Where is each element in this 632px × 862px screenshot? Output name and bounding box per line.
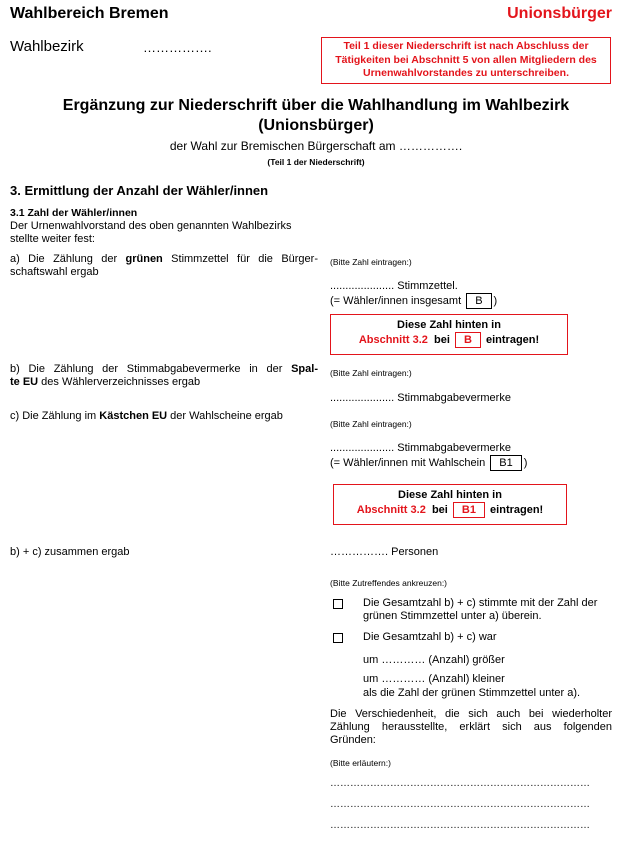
item-a-hint: (Bitte Zahl eintragen:) xyxy=(330,257,412,267)
item-b-bold1: Spal- xyxy=(291,363,318,375)
explain-line-3[interactable]: …………………………………………………………………… xyxy=(330,820,590,831)
page-title xyxy=(0,96,632,136)
intro-text xyxy=(10,220,291,246)
item-c-eq-pre: (= Wähler/innen mit Wahlschein xyxy=(330,457,489,469)
item-c-bold: Kästchen EU xyxy=(99,410,168,422)
transfer-a-end: eintragen! xyxy=(486,334,540,346)
explain-hint: (Bitte erläutern:) xyxy=(330,758,391,768)
transfer-c-line2 xyxy=(334,502,566,518)
item-a-bold: grünen xyxy=(125,253,163,265)
item-a-line2: schaftswahl ergab xyxy=(10,266,99,278)
item-a-equation xyxy=(330,293,497,309)
district-label: Wahlbezirk xyxy=(10,38,84,55)
item-c-pre: c) Die Zählung im xyxy=(10,410,100,422)
code-box-b: B xyxy=(466,293,491,309)
than-text: als die Zahl der grünen Stimmzettel unter a). xyxy=(363,687,581,699)
item-a-result: ..................... Stimmzettel. xyxy=(330,280,458,292)
smaller-text: um ………… (Anzahl) kleiner xyxy=(363,673,505,685)
transfer-box-c xyxy=(333,484,567,525)
item-b-text xyxy=(10,363,318,389)
item-a-eq-post: ) xyxy=(493,295,498,307)
title-line2: (Unionsbürger) xyxy=(258,117,374,134)
district-dots: ……………. xyxy=(143,40,212,55)
transfer-a-line1: Diese Zahl hinten in xyxy=(397,319,501,331)
notice-box xyxy=(321,37,611,84)
section-heading: 3. Ermittlung der Anzahl der Wähler/innen xyxy=(10,183,269,198)
intro-line2: stellte weiter fest: xyxy=(10,233,95,245)
item-a-pre: a) Die Zählung der xyxy=(10,253,126,265)
item-b-bold2: te EU xyxy=(10,376,39,388)
transfer-c-end: eintragen! xyxy=(490,504,544,516)
item-bc-result: ……………. Personen xyxy=(330,546,439,558)
transfer-c-section: Abschnitt 3.2 xyxy=(356,504,426,516)
sub-heading: 3.1 Zahl der Wähler/innen xyxy=(10,207,138,219)
item-c-hint: (Bitte Zahl eintragen:) xyxy=(330,419,412,429)
checkbox-match[interactable] xyxy=(333,599,343,609)
item-b-hint: (Bitte Zahl eintragen:) xyxy=(330,368,412,378)
option-differ-text: Die Gesamtzahl b) + c) war xyxy=(363,631,497,643)
category-title: Unionsbürger xyxy=(507,5,612,22)
part-label: (Teil 1 der Niederschrift) xyxy=(267,157,365,167)
transfer-c-bei: bei xyxy=(431,504,448,516)
transfer-a-line2 xyxy=(331,332,567,348)
transfer-box-a xyxy=(330,314,568,355)
explain-line-1[interactable]: …………………………………………………………………… xyxy=(330,778,590,789)
item-c-eq-post: ) xyxy=(523,457,528,469)
item-b-pre: b) Die Zählung der Stimmabgabevermerke in der xyxy=(10,363,292,375)
item-a-eq-pre: (= Wähler/innen insgesamt xyxy=(330,295,465,307)
title-line1: Ergänzung zur Niederschrift über die Wahlhandlung im Wahlbezirk xyxy=(62,97,570,114)
item-a-text xyxy=(10,253,318,279)
item-bc-hint: (Bitte Zutreffendes ankreuzen:) xyxy=(330,578,448,588)
item-bc-text: b) + c) zusammen ergab xyxy=(10,546,130,558)
explain-line-2[interactable]: …………………………………………………………………… xyxy=(330,799,590,810)
item-b-post: des Wählerverzeichnisses ergab xyxy=(38,376,201,388)
option-match-text xyxy=(363,597,597,623)
transfer-a-section: Abschnitt 3.2 xyxy=(358,334,428,346)
code-box-b1: B1 xyxy=(490,455,521,471)
item-c-text xyxy=(10,410,283,422)
transfer-c-line1: Diese Zahl hinten in xyxy=(398,489,502,501)
item-a-post: Stimmzettel für die Bürger- xyxy=(162,253,318,265)
greater-text: um ………… (Anzahl) größer xyxy=(363,654,505,666)
transfer-c-code: B1 xyxy=(453,502,485,518)
option-match-line1: Die Gesamtzahl b) + c) stimmte mit der Zahl der xyxy=(363,597,598,609)
difference-line1: Die Verschiedenheit, die sich auch bei wiederholter xyxy=(330,708,612,720)
difference-line2: Zählung herausstellte, erklärt sich aus folgenden xyxy=(330,721,612,733)
transfer-a-bei: bei xyxy=(434,334,450,346)
item-c-equation xyxy=(330,455,527,471)
option-match-line2: grünen Stimmzettel unter a) überein. xyxy=(363,610,542,622)
region-title: Wahlbereich Bremen xyxy=(10,5,169,22)
transfer-a-code: B xyxy=(455,332,481,348)
notice-text: Teil 1 dieser Niederschrift ist nach Abschluss der Tätigkeiten bei Abschnitt 5 von allen Mitgliedern des Urnenwahlvorstandes zu unterschreiben. xyxy=(335,40,597,79)
subtitle: der Wahl zur Bremischen Bürgerschaft am ……………. xyxy=(169,139,463,153)
intro-line1: Der Urnenwahlvorstand des oben genannten Wahlbezirks xyxy=(10,220,292,232)
item-b-result: ..................... Stimmabgabevermerke xyxy=(330,392,511,404)
checkbox-differ[interactable] xyxy=(333,633,343,643)
difference-line3: Gründen: xyxy=(330,734,376,746)
difference-text xyxy=(330,708,612,747)
item-c-post: der Wahlscheine ergab xyxy=(167,410,283,422)
item-c-result: ..................... Stimmabgabevermerke xyxy=(330,442,511,454)
